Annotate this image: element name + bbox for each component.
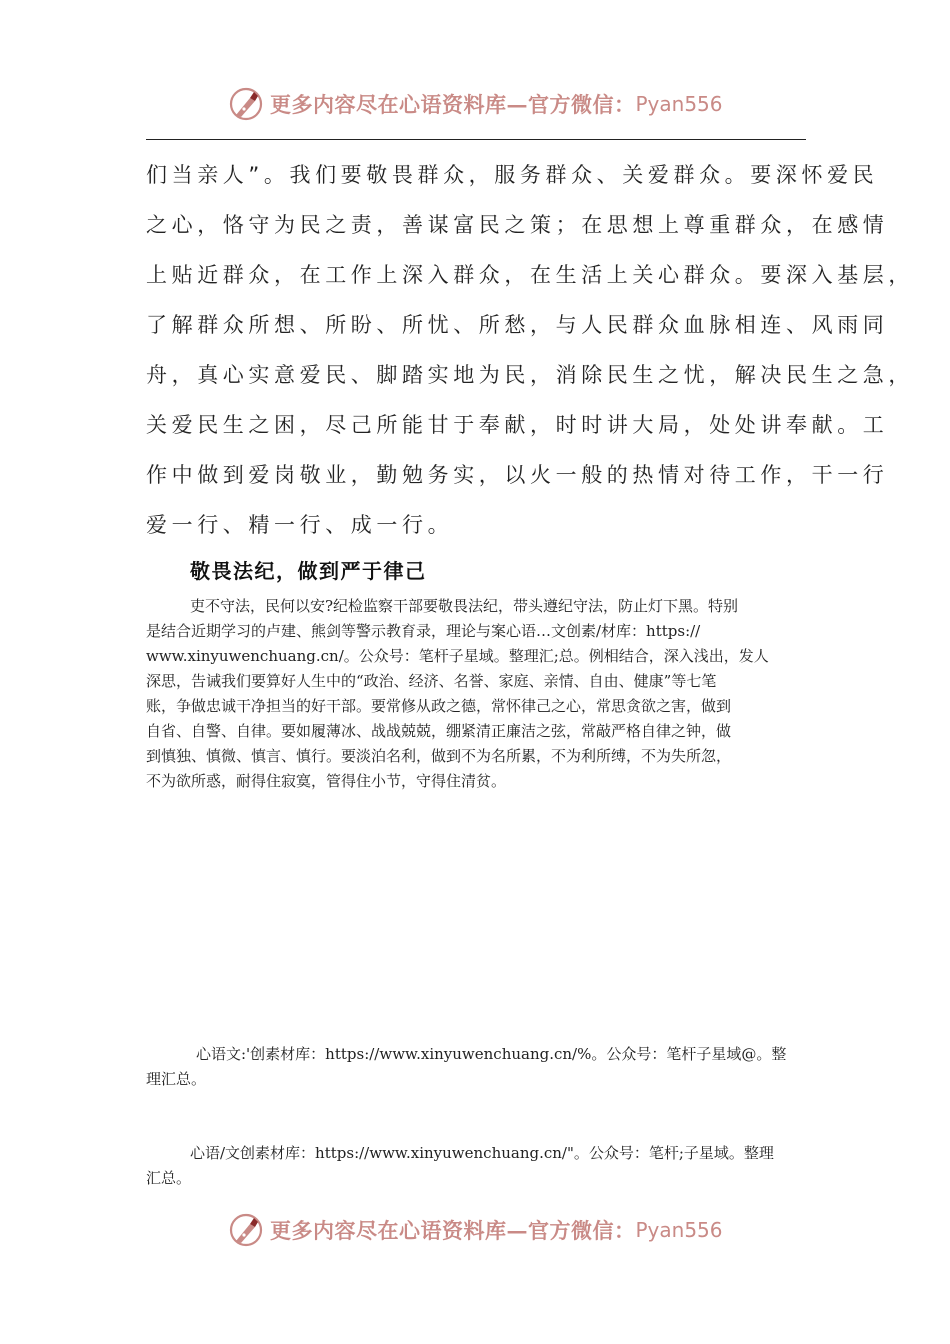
body-line: 舟，真心实意爱民、脚踏实地为民，消除民生之忧，解决民生之急， xyxy=(146,363,914,387)
note-line: 心语文:'创素材库：https://www.xinyuwenchuang.cn/%。公众号：笔杆子星域@。整 xyxy=(196,1045,787,1063)
section-line: 是结合近期学习的卢建、熊剑等警示教育录，理论与案心语…文创素/材库：https:// xyxy=(146,622,701,640)
body-paragraph xyxy=(146,150,914,550)
footer-banner-text: 更多内容尽在心语资料库—官方微信： xyxy=(270,1218,636,1243)
header-divider xyxy=(146,139,806,140)
note-line: 汇总。 xyxy=(146,1169,192,1187)
header-banner xyxy=(228,84,723,124)
section-line: 吏不守法，民何以安?纪检监察干部要敬畏法纪，带头遵纪守法，防止灯下黑。特别 xyxy=(190,597,739,615)
body-line: 们当亲人”。我们要敬畏群众，服务群众、关爱群众。要深怀爱民 xyxy=(146,163,879,187)
section-line: 账，争做忠诚干净担当的好干部。要常修从政之德，常怀律己之心，常思贪欲之害，做到 xyxy=(146,697,732,715)
note-line: 心语/文创素材库：https://www.xinyuwenchuang.cn/"。公众号：笔杆;子星域。整理 xyxy=(190,1144,774,1162)
body-line: 之心，恪守为民之责，善谋富民之策；在思想上尊重群众，在感情 xyxy=(146,213,889,237)
source-note-a xyxy=(146,1042,808,1092)
section-heading: 敬畏法纪，做到严于律己 xyxy=(190,559,427,583)
section-line: 到慎独、慎微、慎言、慎行。要淡泊名利，做到不为名所累，不为利所缚，不为失所忽， xyxy=(146,747,732,765)
section-line: 深思，告诫我们要算好人生中的“政治、经济、名誉、家庭、亲情、自由、健康”等七笔 xyxy=(146,672,717,690)
note-line: 理汇总。 xyxy=(146,1070,207,1088)
body-line: 作中做到爱岗敬业，勤勉务实，以火一般的热情对待工作，干一行 xyxy=(146,463,889,487)
header-banner-text: 更多内容尽在心语资料库—官方微信： xyxy=(270,92,636,117)
footer-banner xyxy=(228,1210,723,1250)
source-note-b xyxy=(146,1141,808,1191)
body-line: 了解群众所想、所盼、所忧、所愁，与人民群众血脉相连、风雨同 xyxy=(146,313,889,337)
header-wechat-id: Pyan556 xyxy=(635,92,723,116)
body-line: 上贴近群众，在工作上深入群众，在生活上关心群众。要深入基层， xyxy=(146,263,914,287)
footer-wechat-id: Pyan556 xyxy=(635,1218,723,1242)
body-line: 爱一行、精一行、成一行。 xyxy=(146,513,454,537)
section-line: www.xinyuwenchuang.cn/。公众号：笔杆子星域。整理汇;总。例相结合，深入浅出，发人 xyxy=(146,647,769,665)
pen-nib-logo-icon xyxy=(228,86,264,122)
section-line: 不为欲所惑，耐得住寂寞，管得住小节，守得住清贫。 xyxy=(146,772,507,790)
body-line: 关爱民生之困，尽己所能甘于奉献，时时讲大局，处处讲奉献。工 xyxy=(146,413,889,437)
section-line: 自省、自警、自律。要如履薄冰、战战兢兢，绷紧清正廉洁之弦，常敲严格自律之钟，做 xyxy=(146,722,732,740)
pen-nib-logo-icon xyxy=(228,1212,264,1248)
section-paragraph xyxy=(146,594,808,794)
